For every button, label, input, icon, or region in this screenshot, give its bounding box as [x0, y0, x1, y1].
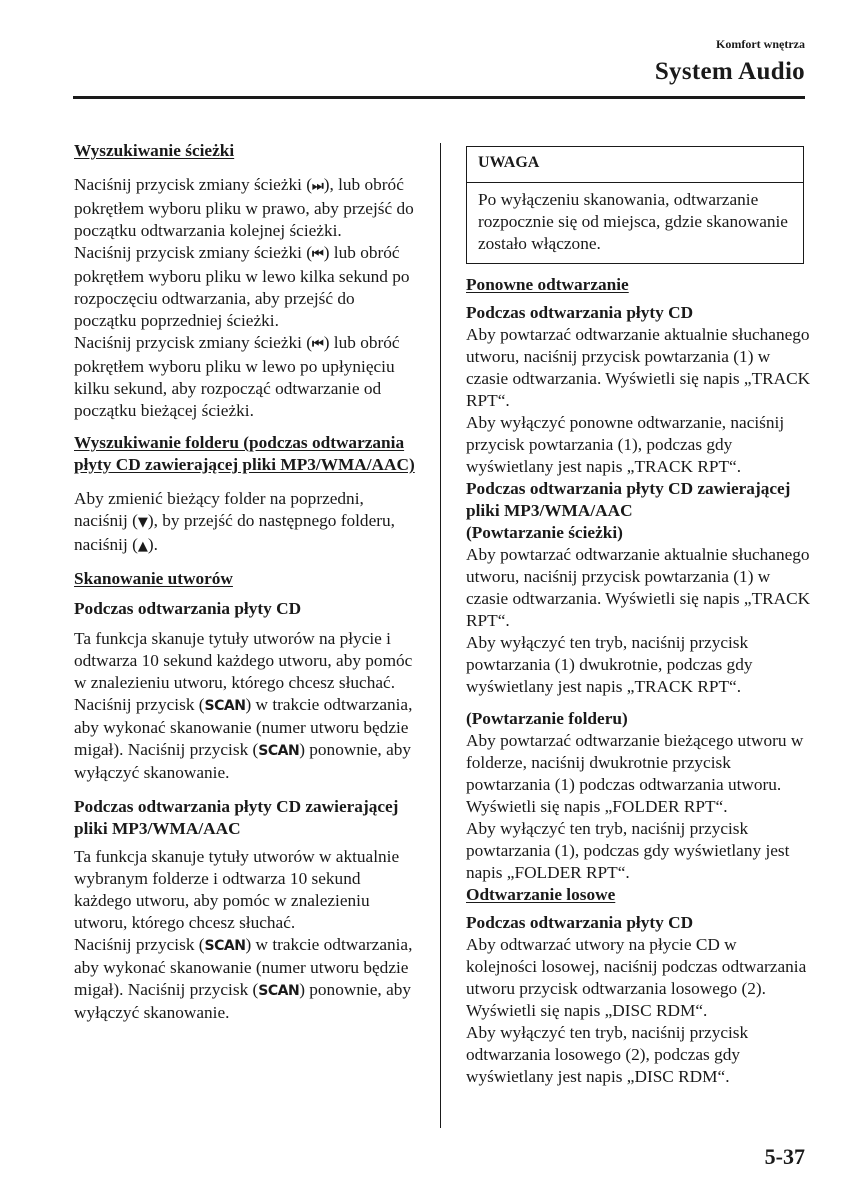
heading-repeat: Ponowne odtwarzanie	[466, 275, 629, 294]
paragraph-track-repeat-off: Aby wyłączyć ten tryb, naciśnij przycisk powtarzania (1) dwukrotnie, podczas gdy wyświetlany jest napis „TRACK RPT“.	[466, 633, 753, 696]
subheading-folder-repeat: (Powtarzanie folderu)	[466, 709, 628, 728]
paragraph-random-on: Aby odtwarzać utwory na płycie CD w kolejności losowej, naciśnij podczas odtwarzania utworu przycisk odtwarzania losowego (2). Wyświetli się napis „DISC RDM“.	[466, 935, 807, 1020]
subheading-cd: Podczas odtwarzania płyty CD	[466, 303, 694, 322]
prev-track-icon: ⏮	[312, 247, 324, 262]
paragraph-folder-change: Aby zmienić bieżący folder na poprzedni, naciśnij (▼), by przejść do następnego folderu, naciśnij (▲).	[74, 489, 395, 554]
page-title: System Audio	[654, 58, 805, 85]
note-title: UWAGA	[467, 147, 803, 183]
paragraph-folder-repeat-off: Aby wyłączyć ten tryb, naciśnij przycisk powtarzania (1), podczas gdy wyświetlany jest napis „FOLDER RPT“.	[466, 819, 790, 882]
page-number: 5-37	[764, 1144, 805, 1169]
next-track-icon: ⏭	[312, 179, 324, 194]
note-box	[466, 146, 804, 264]
right-column	[466, 146, 811, 1088]
paragraph-random-off: Aby wyłączyć ten tryb, naciśnij przycisk odtwarzania losowego (2), podczas gdy wyświetlany jest napis „DISC RDM“.	[466, 1023, 749, 1086]
prev-track-icon: ⏮	[312, 337, 324, 352]
scan-button-icon: SCAN	[258, 743, 300, 759]
column-divider	[440, 143, 441, 1128]
paragraph-repeat-off: Aby wyłączyć ponowne odtwarzanie, naciśnij przycisk powtarzania (1), podczas gdy wyświetlany jest napis „TRACK RPT“.	[466, 413, 785, 476]
scan-button-icon: SCAN	[204, 938, 246, 954]
header-rule	[73, 96, 805, 99]
heading-scan: Skanowanie utworów	[74, 569, 233, 588]
subheading-cd: Podczas odtwarzania płyty CD	[74, 599, 302, 618]
left-column	[74, 140, 419, 1024]
paragraph-restart-track: Naciśnij przycisk zmiany ścieżki (⏮) lub obróć pokrętłem wyboru pliku w lewo po upłynięciu kilku sekund, aby rozpocząć odtwarzanie od początku bieżącej ścieżki.	[74, 333, 400, 420]
paragraph-scan-mp3: Ta funkcja skanuje tytuły utworów w aktualnie wybranym folderze i odtwarza 10 sekund każdego utworu, aby pomóc w znalezieniu utworu, którego chcesz słuchać.	[74, 847, 400, 932]
paragraph-prev-track: Naciśnij przycisk zmiany ścieżki (⏮) lub obróć pokrętłem wyboru pliku w lewo kilka sekund po rozpoczęciu odtwarzania, aby przejść do początku poprzedniej ścieżki.	[74, 243, 410, 330]
heading-folder-search: Wyszukiwanie folderu (podczas odtwarzania płyty CD zawierającej pliki MP3/WMA/AAC)	[74, 433, 415, 474]
header-section-label: Komfort wnętrza	[716, 37, 805, 51]
paragraph-scan-mp3-button: Naciśnij przycisk (SCAN) w trakcie odtwarzania, aby wykonać skanowanie (numer utworu będzie migał). Naciśnij przycisk (SCAN) ponownie, aby wyłączyć skanowanie.	[74, 935, 413, 1022]
paragraph-scan-cd: Ta funkcja skanuje tytuły utworów na płycie i odtwarza 10 sekund każdego utworu, aby pomóc w znalezieniu utworu, którego chcesz słuchać.	[74, 629, 413, 692]
paragraph-repeat-on: Aby powtarzać odtwarzanie aktualnie słuchanego utworu, naciśnij przycisk powtarzania (1) w czasie odtwarzania. Wyświetli się napis „TRACK RPT“.	[466, 325, 811, 410]
arrow-down-icon: ▼	[137, 515, 148, 530]
subheading-mp3: Podczas odtwarzania płyty CD zawierającej pliki MP3/WMA/AAC	[466, 479, 791, 520]
paragraph-folder-repeat-on: Aby powtarzać odtwarzanie bieżącego utworu w folderze, naciśnij dwukrotnie przycisk powtarzania (1) podczas odtwarzania utworu. Wyświetli się napis „FOLDER RPT“.	[466, 731, 804, 816]
heading-random: Odtwarzanie losowe	[466, 885, 616, 904]
heading-track-search: Wyszukiwanie ścieżki	[74, 141, 235, 160]
paragraph-track-repeat-on: Aby powtarzać odtwarzanie aktualnie słuchanego utworu, naciśnij przycisk powtarzania (1) w czasie odtwarzania. Wyświetli się napis „TRACK RPT“.	[466, 545, 811, 630]
subheading-track-repeat: (Powtarzanie ścieżki)	[466, 523, 623, 542]
subheading-mp3: Podczas odtwarzania płyty CD zawierającej pliki MP3/WMA/AAC	[74, 797, 399, 838]
paragraph-scan-cd-button: Naciśnij przycisk (SCAN) w trakcie odtwarzania, aby wykonać skanowanie (numer utworu będzie migał). Naciśnij przycisk (SCAN) ponownie, aby wyłączyć skanowanie.	[74, 695, 413, 782]
paragraph-next-track: Naciśnij przycisk zmiany ścieżki (⏭), lub obróć pokrętłem wyboru pliku w prawo, aby przejść do początku odtwarzania kolejnej ścieżki.	[74, 175, 414, 240]
scan-button-icon: SCAN	[204, 698, 246, 714]
subheading-cd: Podczas odtwarzania płyty CD	[466, 913, 694, 932]
note-text: Po wyłączeniu skanowania, odtwarzanie rozpocznie się od miejsca, gdzie skanowanie zostało włączone.	[478, 190, 788, 253]
arrow-up-icon: ▲	[137, 539, 148, 554]
scan-button-icon: SCAN	[258, 983, 300, 999]
